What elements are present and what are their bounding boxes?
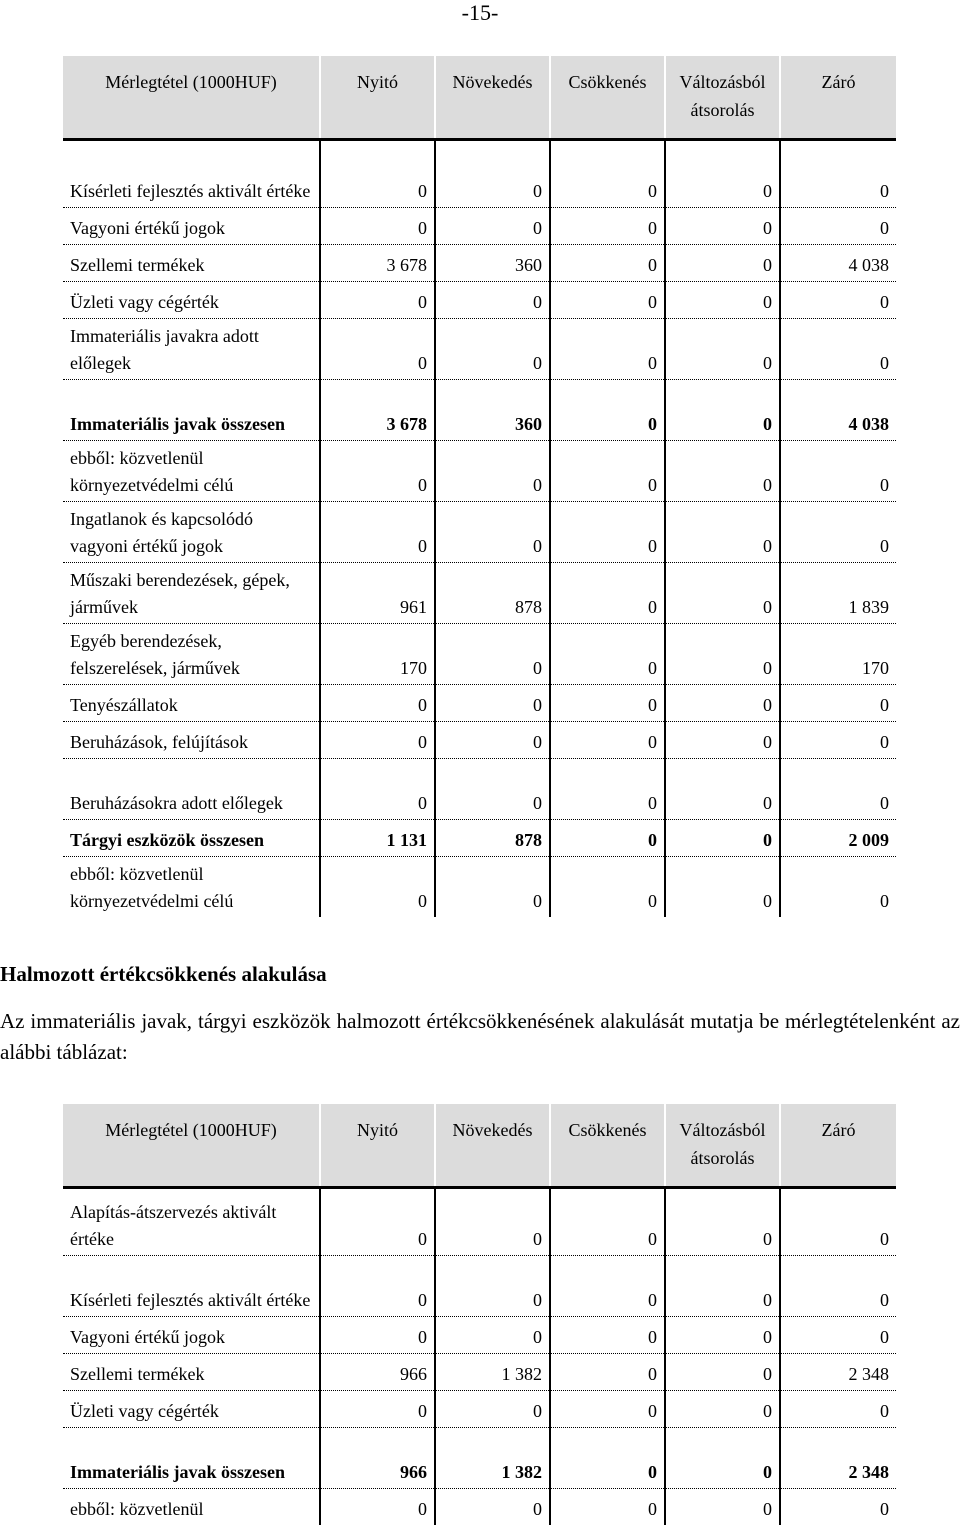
cell-opening: 0 (320, 857, 435, 918)
cell-decrease: 0 (550, 502, 665, 563)
accumulated-depreciation-table (63, 1104, 896, 1525)
cell-reclassification: 0 (665, 759, 780, 820)
cell-closing: 2 348 (780, 1354, 896, 1391)
table-row (63, 1188, 896, 1256)
cell-increase: 0 (435, 140, 550, 208)
cell-increase: 0 (435, 722, 550, 759)
cell-decrease: 0 (550, 1391, 665, 1428)
cell-decrease: 0 (550, 1489, 665, 1525)
cell-closing: 0 (780, 208, 896, 245)
cell-opening: 966 (320, 1354, 435, 1391)
cell-increase: 0 (435, 1317, 550, 1354)
cell-closing: 0 (780, 1188, 896, 1256)
row-label: Kísérleti fejlesztés aktivált értéke (63, 1256, 320, 1317)
cell-decrease: 0 (550, 208, 665, 245)
cell-decrease: 0 (550, 722, 665, 759)
cell-closing: 0 (780, 1256, 896, 1317)
cell-opening: 0 (320, 685, 435, 722)
cell-opening: 0 (320, 319, 435, 380)
cell-reclassification: 0 (665, 1489, 780, 1525)
cell-reclassification: 0 (665, 1428, 780, 1489)
cell-reclassification: 0 (665, 722, 780, 759)
cell-decrease: 0 (550, 624, 665, 685)
cell-decrease: 0 (550, 820, 665, 857)
cell-reclassification: 0 (665, 1317, 780, 1354)
row-label: Beruházások, felújítások (63, 722, 320, 759)
cell-opening: 0 (320, 722, 435, 759)
row-label: Tenyészállatok (63, 685, 320, 722)
cell-decrease: 0 (550, 1428, 665, 1489)
cell-reclassification: 0 (665, 245, 780, 282)
table-row (63, 282, 896, 319)
cell-reclassification: 0 (665, 1188, 780, 1256)
row-label: Műszaki berendezések, gépek, járművek (63, 563, 320, 624)
cell-reclassification: 0 (665, 563, 780, 624)
column-header-reclassification: Változásból átsorolás (665, 1104, 780, 1188)
row-label: Szellemi termékek (63, 245, 320, 282)
cell-closing: 4 038 (780, 380, 896, 441)
cell-reclassification: 0 (665, 857, 780, 918)
row-label: Immateriális javak összesen (63, 380, 320, 441)
cell-increase: 0 (435, 685, 550, 722)
table-row (63, 1489, 896, 1525)
cell-reclassification: 0 (665, 380, 780, 441)
cell-increase: 0 (435, 282, 550, 319)
column-header-closing: Záró (780, 1104, 896, 1188)
column-header-opening: Nyitó (320, 56, 435, 140)
table-row (63, 624, 896, 685)
cell-increase: 0 (435, 857, 550, 918)
cell-closing: 0 (780, 857, 896, 918)
cell-reclassification: 0 (665, 820, 780, 857)
column-header-item: Mérlegtétel (1000HUF) (63, 56, 320, 140)
cell-decrease: 0 (550, 282, 665, 319)
cell-increase: 0 (435, 1256, 550, 1317)
cell-decrease: 0 (550, 563, 665, 624)
cell-opening: 3 678 (320, 245, 435, 282)
cell-decrease: 0 (550, 685, 665, 722)
section-paragraph: Az immateriális javak, tárgyi eszközök halmozott értékcsökkenésének alakulását mutatja be mérlegtételenként az alábbi táblázat: (0, 1006, 960, 1068)
cell-closing: 4 038 (780, 245, 896, 282)
cell-closing: 0 (780, 502, 896, 563)
cell-reclassification: 0 (665, 1354, 780, 1391)
cell-reclassification: 0 (665, 208, 780, 245)
cell-increase: 878 (435, 820, 550, 857)
cell-increase: 0 (435, 624, 550, 685)
cell-increase: 1 382 (435, 1428, 550, 1489)
cell-reclassification: 0 (665, 685, 780, 722)
table-header-row (63, 1104, 896, 1188)
column-header-opening: Nyitó (320, 1104, 435, 1188)
table-row (63, 857, 896, 918)
cell-increase: 360 (435, 245, 550, 282)
cell-closing: 0 (780, 441, 896, 502)
table-header-row (63, 56, 896, 140)
cell-reclassification: 0 (665, 1256, 780, 1317)
cell-increase: 878 (435, 563, 550, 624)
table-row (63, 208, 896, 245)
cell-increase: 0 (435, 1188, 550, 1256)
cell-reclassification: 0 (665, 502, 780, 563)
table-row (63, 502, 896, 563)
table-row (63, 1354, 896, 1391)
row-label: Ingatlanok és kapcsolódó vagyoni értékű jogok (63, 502, 320, 563)
table-row-subtotal (63, 380, 896, 441)
cell-decrease: 0 (550, 857, 665, 918)
cell-increase: 0 (435, 441, 550, 502)
cell-closing: 0 (780, 319, 896, 380)
tangible-intangible-assets-gross-value-table (63, 56, 896, 917)
row-label: Egyéb berendezések, felszerelések, járművek (63, 624, 320, 685)
cell-decrease: 0 (550, 1256, 665, 1317)
table-row (63, 441, 896, 502)
table-row (63, 759, 896, 820)
page-number: -15- (0, 0, 960, 26)
cell-opening: 966 (320, 1428, 435, 1489)
cell-reclassification: 0 (665, 441, 780, 502)
row-label: Vagyoni értékű jogok (63, 1317, 320, 1354)
cell-opening: 0 (320, 140, 435, 208)
cell-closing: 0 (780, 722, 896, 759)
cell-closing: 0 (780, 1391, 896, 1428)
cell-increase: 0 (435, 208, 550, 245)
row-label: Kísérleti fejlesztés aktivált értéke (63, 140, 320, 208)
column-header-decrease: Csökkenés (550, 56, 665, 140)
column-header-decrease: Csökkenés (550, 1104, 665, 1188)
cell-opening: 0 (320, 282, 435, 319)
cell-opening: 0 (320, 1489, 435, 1525)
cell-opening: 1 131 (320, 820, 435, 857)
column-header-increase: Növekedés (435, 56, 550, 140)
row-label: Szellemi termékek (63, 1354, 320, 1391)
cell-decrease: 0 (550, 245, 665, 282)
cell-closing: 0 (780, 1489, 896, 1525)
row-label: Üzleti vagy cégérték (63, 282, 320, 319)
cell-closing: 2 348 (780, 1428, 896, 1489)
cell-opening: 0 (320, 1317, 435, 1354)
cell-reclassification: 0 (665, 319, 780, 380)
cell-opening: 0 (320, 759, 435, 820)
cell-closing: 0 (780, 140, 896, 208)
row-label: ebből: közvetlenül környezetvédelmi célú (63, 857, 320, 918)
cell-reclassification: 0 (665, 624, 780, 685)
cell-closing: 170 (780, 624, 896, 685)
table-row (63, 1256, 896, 1317)
cell-reclassification: 0 (665, 140, 780, 208)
row-label: Üzleti vagy cégérték (63, 1391, 320, 1428)
section-heading: Halmozott értékcsökkenés alakulása (0, 961, 327, 987)
cell-increase: 1 382 (435, 1354, 550, 1391)
cell-opening: 0 (320, 1256, 435, 1317)
cell-increase: 0 (435, 1391, 550, 1428)
cell-opening: 170 (320, 624, 435, 685)
column-header-closing: Záró (780, 56, 896, 140)
table-row-subtotal (63, 820, 896, 857)
cell-opening: 0 (320, 441, 435, 502)
cell-decrease: 0 (550, 1354, 665, 1391)
column-header-increase: Növekedés (435, 1104, 550, 1188)
cell-opening: 0 (320, 1391, 435, 1428)
row-label: ebből: közvetlenül környezetvédelmi célú (63, 441, 320, 502)
cell-increase: 0 (435, 502, 550, 563)
cell-increase: 0 (435, 319, 550, 380)
cell-opening: 3 678 (320, 380, 435, 441)
row-label: ebből: közvetlenül (63, 1489, 320, 1525)
cell-closing: 0 (780, 759, 896, 820)
table-row (63, 685, 896, 722)
table-row (63, 722, 896, 759)
row-label: Vagyoni értékű jogok (63, 208, 320, 245)
cell-decrease: 0 (550, 441, 665, 502)
cell-increase: 360 (435, 380, 550, 441)
cell-reclassification: 0 (665, 282, 780, 319)
column-header-reclassification: Változásból átsorolás (665, 56, 780, 140)
cell-increase: 0 (435, 1489, 550, 1525)
cell-opening: 0 (320, 208, 435, 245)
cell-decrease: 0 (550, 759, 665, 820)
table-row-subtotal (63, 1428, 896, 1489)
cell-opening: 0 (320, 502, 435, 563)
row-label: Immateriális javakra adott előlegek (63, 319, 320, 380)
row-label: Alapítás-átszervezés aktivált értéke (63, 1188, 320, 1256)
cell-decrease: 0 (550, 1188, 665, 1256)
table-row (63, 245, 896, 282)
cell-closing: 1 839 (780, 563, 896, 624)
column-header-item: Mérlegtétel (1000HUF) (63, 1104, 320, 1188)
cell-opening: 961 (320, 563, 435, 624)
table-row (63, 140, 896, 208)
cell-opening: 0 (320, 1188, 435, 1256)
cell-closing: 0 (780, 1317, 896, 1354)
row-label: Beruházásokra adott előlegek (63, 759, 320, 820)
cell-decrease: 0 (550, 140, 665, 208)
table-row (63, 563, 896, 624)
cell-closing: 0 (780, 685, 896, 722)
cell-decrease: 0 (550, 319, 665, 380)
cell-increase: 0 (435, 759, 550, 820)
table-row (63, 1391, 896, 1428)
table-row (63, 319, 896, 380)
cell-closing: 2 009 (780, 820, 896, 857)
cell-decrease: 0 (550, 1317, 665, 1354)
cell-reclassification: 0 (665, 1391, 780, 1428)
row-label: Tárgyi eszközök összesen (63, 820, 320, 857)
cell-closing: 0 (780, 282, 896, 319)
row-label: Immateriális javak összesen (63, 1428, 320, 1489)
table-row (63, 1317, 896, 1354)
cell-decrease: 0 (550, 380, 665, 441)
